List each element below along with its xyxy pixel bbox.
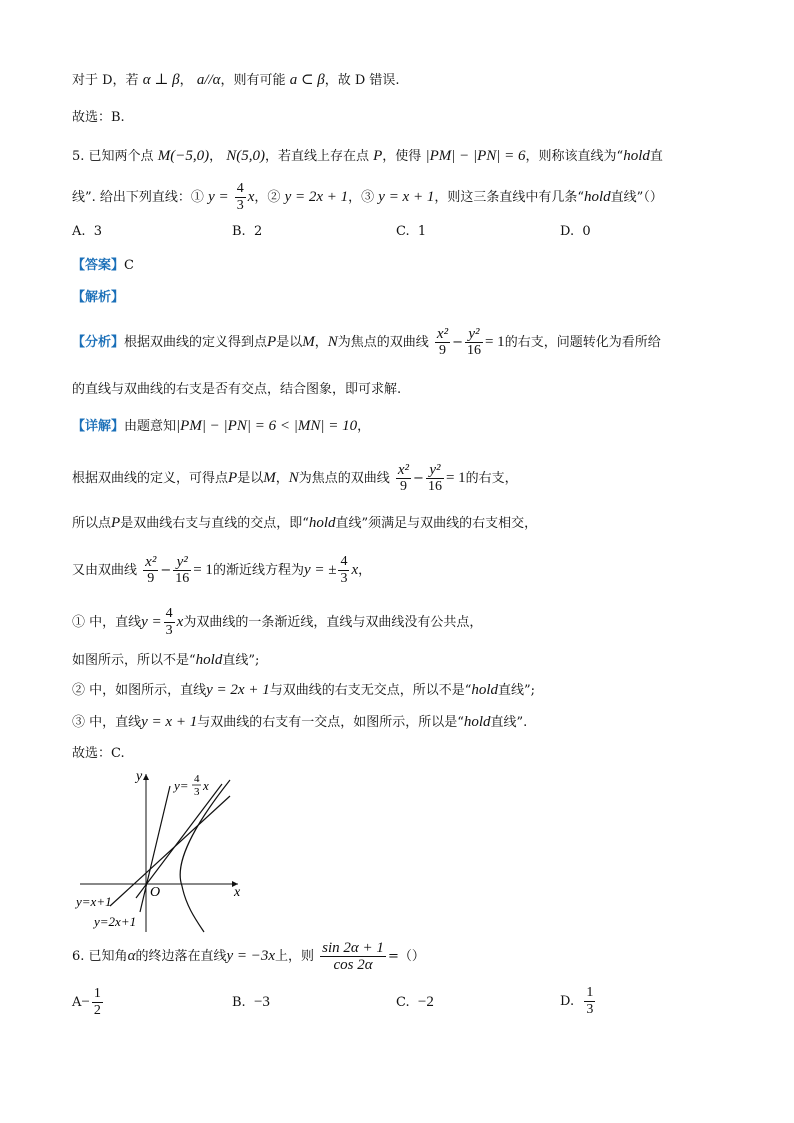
answer-line: [72, 256, 734, 276]
label-l3: y=x+1: [76, 894, 112, 909]
answer-value: C: [124, 258, 134, 273]
step6: ② 中，如图所示，直线y = 2x + 1与双曲线的右支无交点，所以不是“hold直线”;: [72, 682, 536, 698]
option-a[interactable]: A. 3: [72, 224, 103, 239]
label-l1-den: 3: [194, 786, 200, 798]
y-axis-label: y: [136, 769, 143, 784]
fraction: $\frac{4}{3}$: [165, 606, 173, 638]
option-b[interactable]: B. 2: [232, 224, 263, 239]
label-l2: y=2x+1: [94, 914, 137, 929]
q5-stem-line2: 线”. 给出下列直线：① y = $\frac{4}{3}$ x，② y = 2x + 1，③ y = x + 1，则这三条直线中有几条“hold直线”（）: [72, 181, 663, 213]
analysis-tag: 【解析】: [72, 290, 125, 305]
step3: 又由双曲线 $\frac{\text{x²}}{9}$ − $\frac{\text{y²}}{16}$ = 1的渐近线方程为y = ± $\frac{4}{3}$ x，: [72, 554, 372, 586]
option-d[interactable]: D. 0: [560, 224, 591, 239]
q6-options: [72, 982, 734, 1022]
answer-tag: 【答案】: [72, 258, 125, 273]
fraction: $\frac{\sin 2\alpha + 1}{\cos 2\alpha}$: [322, 940, 384, 973]
fraction: $\frac{1}{2}$: [93, 986, 101, 1018]
fraction: $\frac{\text{x²}}{9}$: [397, 462, 410, 494]
q5-stem-line1: 5. 已知两个点 M(−5,0)， N(5,0)，若直线上存在点 P，使得 |PM| − |PN| = 6，则称该直线为“hold直: [72, 148, 663, 164]
line-y-eq-x-plus-1: [110, 796, 230, 906]
q6-option-b[interactable]: B. −3: [232, 994, 270, 1010]
step7: ③ 中，直线y = x + 1与双曲线的右支有一交点，如图所示，所以是“hold直线”.: [72, 714, 528, 730]
fenxi-line2: 的直线与双曲线的右支是否有交点，结合图象，即可求解.: [72, 382, 402, 397]
fraction: $\frac{\text{y²}}{16}$: [427, 462, 442, 494]
fraction: $\frac{\text{y²}}{16}$: [466, 326, 481, 358]
label-l1-right: x: [203, 778, 209, 793]
step4: ① 中，直线y = $\frac{4}{3}$ x为双曲线的一条渐近线，直线与双曲线没有公共点，: [72, 606, 483, 638]
step1: 根据双曲线的定义，可得点P是以M，N为焦点的双曲线 $\frac{\text{x²}}{9}$ − $\frac{\text{y²}}{16}$ = 1的右支，: [72, 462, 518, 494]
q6-option-c[interactable]: C. −2: [396, 994, 434, 1010]
line-d-wrong: 对于 D，若 α ⊥ β， a//α，则有可能 a ⊂ β，故 D 错误.: [72, 72, 400, 88]
fraction: $\frac{4}{3}$: [340, 554, 348, 586]
fraction: $\frac{\text{x²}}{9}$: [436, 326, 449, 358]
q6-stem: 6. 已知角α的终边落在直线y = −3x上，则 $\frac{\sin 2\alpha + 1}{\cos 2\alpha}$ =（）: [72, 940, 425, 973]
step2: 所以点P是双曲线右支与直线的交点，即“hold直线”须满足与双曲线的右支相交，: [72, 515, 538, 531]
fenxi-line1: 【分析】根据双曲线的定义得到点P是以M，N为焦点的双曲线 $\frac{\text{x²}}{9}$ − $\frac{\text{y²}}{16}$ = 1的右支，问题转化为看所给: [72, 326, 661, 358]
step5: 如图所示，所以不是“hold直线”;: [72, 652, 260, 668]
q6-option-d[interactable]: D. $\frac{1}{3}$: [560, 985, 594, 1017]
prev-answer: 故选：B.: [72, 110, 125, 125]
fraction: $\frac{\text{x²}}{9}$: [145, 554, 157, 586]
hyperbola-figure: [70, 766, 260, 936]
label-l1-num: 4: [194, 773, 200, 785]
fraction: $\frac{\text{y²}}{16}$: [175, 554, 190, 586]
line-asymptote: [136, 784, 222, 898]
conclusion: 故选：C.: [72, 746, 125, 761]
origin-label: O: [150, 885, 161, 900]
xiangjie-line: 【详解】由题意知|PM| − |PN| = 6 < |MN| = 10，: [72, 418, 371, 434]
option-c[interactable]: C. 1: [396, 224, 427, 239]
x-axis-label: x: [234, 885, 241, 900]
fraction: $\frac{1}{3}$: [586, 985, 594, 1017]
label-l1-left: y=: [174, 778, 189, 793]
q6-option-a[interactable]: A− $\frac{1}{2}$: [72, 986, 101, 1018]
fraction: $\frac{4}{3}$: [236, 181, 244, 213]
